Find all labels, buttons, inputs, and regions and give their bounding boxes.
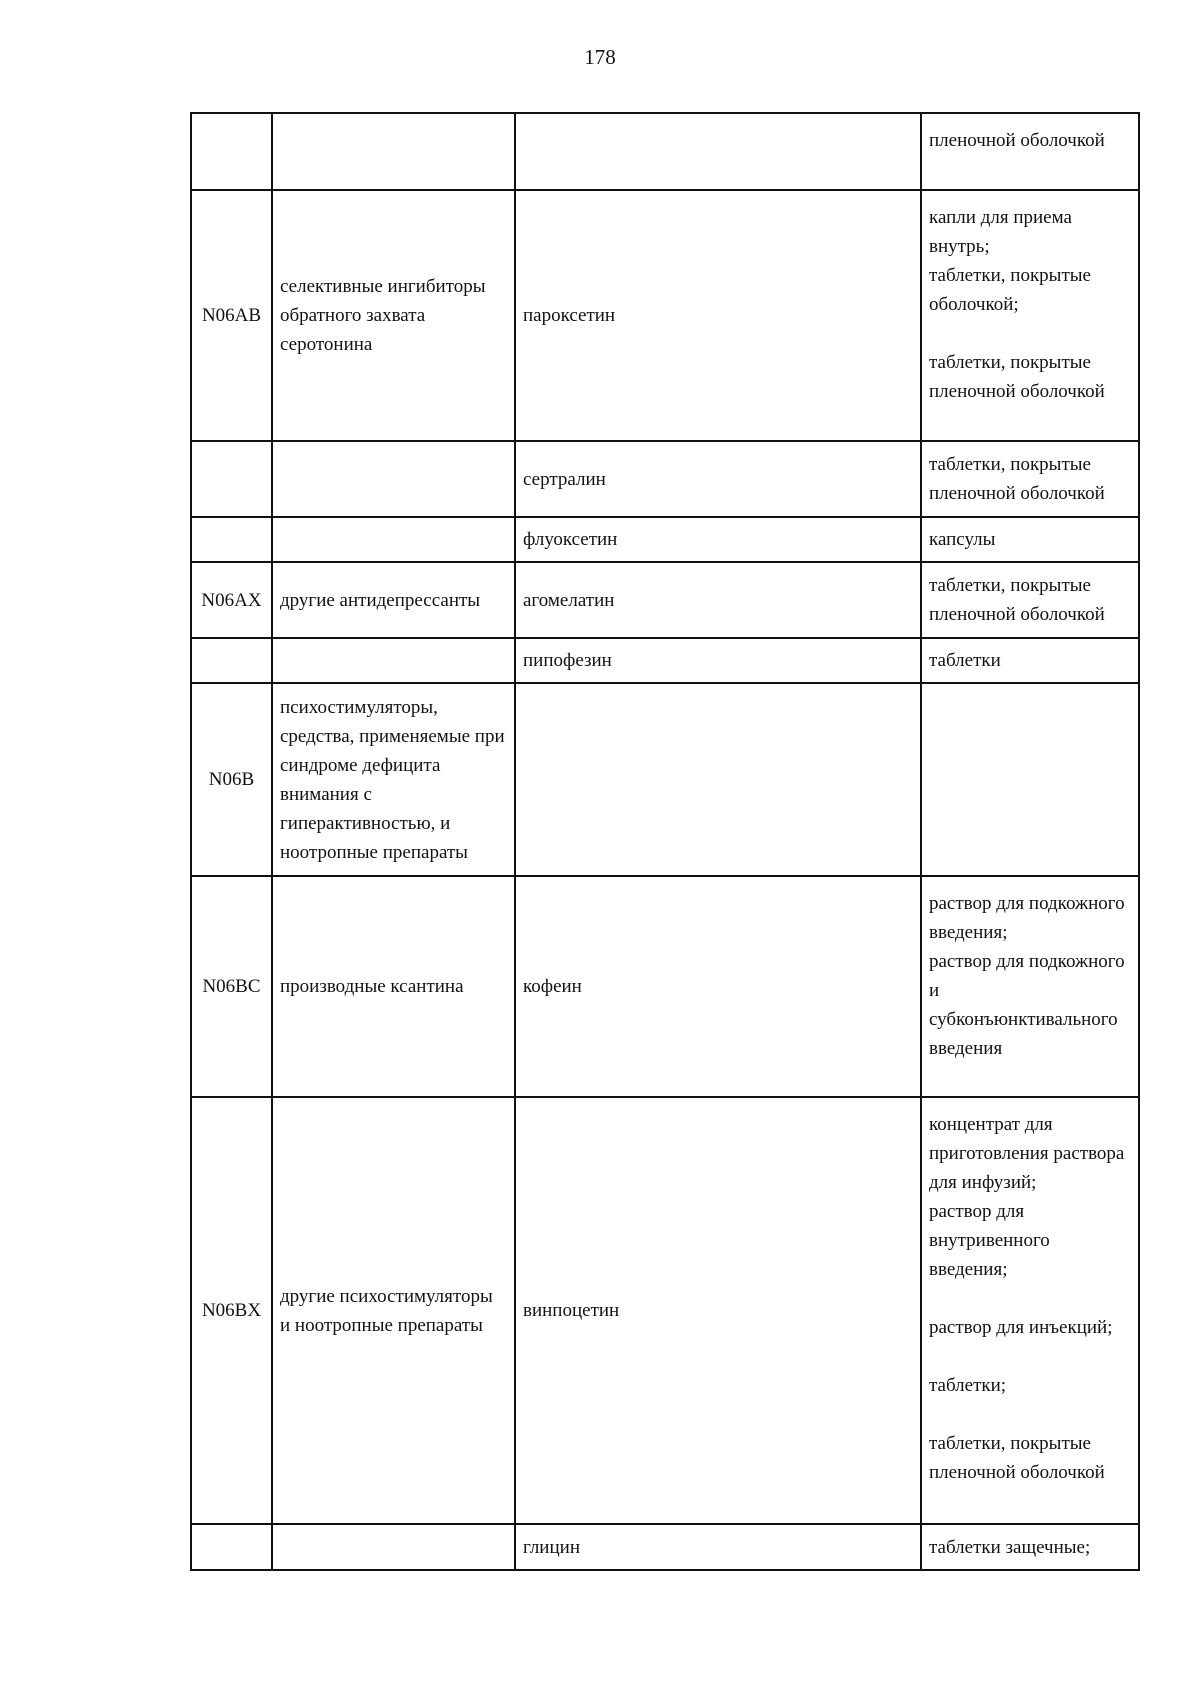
table-row (191, 1524, 1139, 1570)
table-row (191, 683, 1139, 876)
atc-code-cell (191, 441, 272, 517)
dosage-form: раствор для внутривенного введения; (929, 1201, 1050, 1280)
medicines-table (190, 112, 1140, 1571)
dosage-form: таблетки, покрытые пленочной оболочкой (929, 454, 1105, 504)
atc-code-cell (191, 517, 272, 562)
dosage-form: пленочной оболочкой (929, 130, 1105, 151)
atc-code-cell (191, 638, 272, 683)
group-cell (272, 517, 515, 562)
dosage-forms-cell (921, 1524, 1139, 1570)
dosage-form: концентрат для приготовления раствора для инфузий; (929, 1114, 1125, 1193)
atc-code-cell: N06B (191, 683, 272, 876)
inn-cell: пипофезин (515, 638, 921, 683)
group-cell: другие антидепрессанты (272, 562, 515, 638)
table-row (191, 1097, 1139, 1524)
atc-code-cell (191, 1524, 272, 1570)
group-cell (272, 441, 515, 517)
dosage-form: капсулы (929, 529, 996, 550)
dosage-forms-cell (921, 876, 1139, 1097)
dosage-form: таблетки защечные; (929, 1536, 1091, 1558)
atc-code-cell: N06BC (191, 876, 272, 1097)
dosage-form: раствор для подкожного и субконъюнктивального введения (929, 951, 1125, 1059)
group-cell: производные ксантина (272, 876, 515, 1097)
group-cell (272, 638, 515, 683)
table-row (191, 190, 1139, 441)
table-row (191, 638, 1139, 683)
dosage-form: раствор для подкожного введения; (929, 893, 1125, 943)
inn-cell (515, 113, 921, 190)
dosage-form: таблетки, покрытые пленочной оболочкой (929, 575, 1105, 625)
inn-cell: кофеин (515, 876, 921, 1097)
dosage-forms-cell (921, 517, 1139, 562)
group-cell: селективные ингибиторы обратного захвата серотонина (272, 190, 515, 441)
dosage-forms-cell (921, 1097, 1139, 1524)
page-number: 178 (584, 45, 616, 69)
table-row (191, 562, 1139, 638)
atc-code-cell: N06AB (191, 190, 272, 441)
group-cell (272, 113, 515, 190)
inn-cell (515, 683, 921, 876)
table-row (191, 517, 1139, 562)
atc-code-cell: N06AX (191, 562, 272, 638)
dosage-forms-cell (921, 190, 1139, 441)
table-row (191, 113, 1139, 190)
dosage-forms-cell (921, 638, 1139, 683)
dosage-form: капли для приема внутрь; (929, 207, 1072, 257)
dosage-forms-cell (921, 683, 1139, 876)
inn-cell: винпоцетин (515, 1097, 921, 1524)
atc-code-cell: N06BX (191, 1097, 272, 1524)
group-cell: другие психостимуляторы и ноотропные препараты (272, 1097, 515, 1524)
atc-code-cell (191, 113, 272, 190)
group-cell: психостимуляторы, средства, применяемые при синдроме дефицита внимания с гиперактивностью, и ноотропные препараты (272, 683, 515, 876)
dosage-form: таблетки; (929, 1375, 1007, 1396)
inn-cell: пароксетин (515, 190, 921, 441)
inn-cell: агомелатин (515, 562, 921, 638)
inn-cell: глицин (515, 1524, 921, 1570)
dosage-form: таблетки, покрытые пленочной оболочкой (929, 1433, 1105, 1483)
dosage-form: раствор для инъекций; (929, 1317, 1113, 1338)
inn-cell: сертралин (515, 441, 921, 517)
dosage-form: таблетки (929, 650, 1001, 671)
dosage-form: таблетки, покрытые оболочкой; (929, 265, 1091, 315)
dosage-form: таблетки, покрытые пленочной оболочкой (929, 352, 1105, 402)
table-row (191, 441, 1139, 517)
dosage-forms-cell (921, 562, 1139, 638)
table-row (191, 876, 1139, 1097)
dosage-forms-cell (921, 441, 1139, 517)
inn-cell: флуоксетин (515, 517, 921, 562)
group-cell (272, 1524, 515, 1570)
dosage-forms-cell (921, 113, 1139, 190)
